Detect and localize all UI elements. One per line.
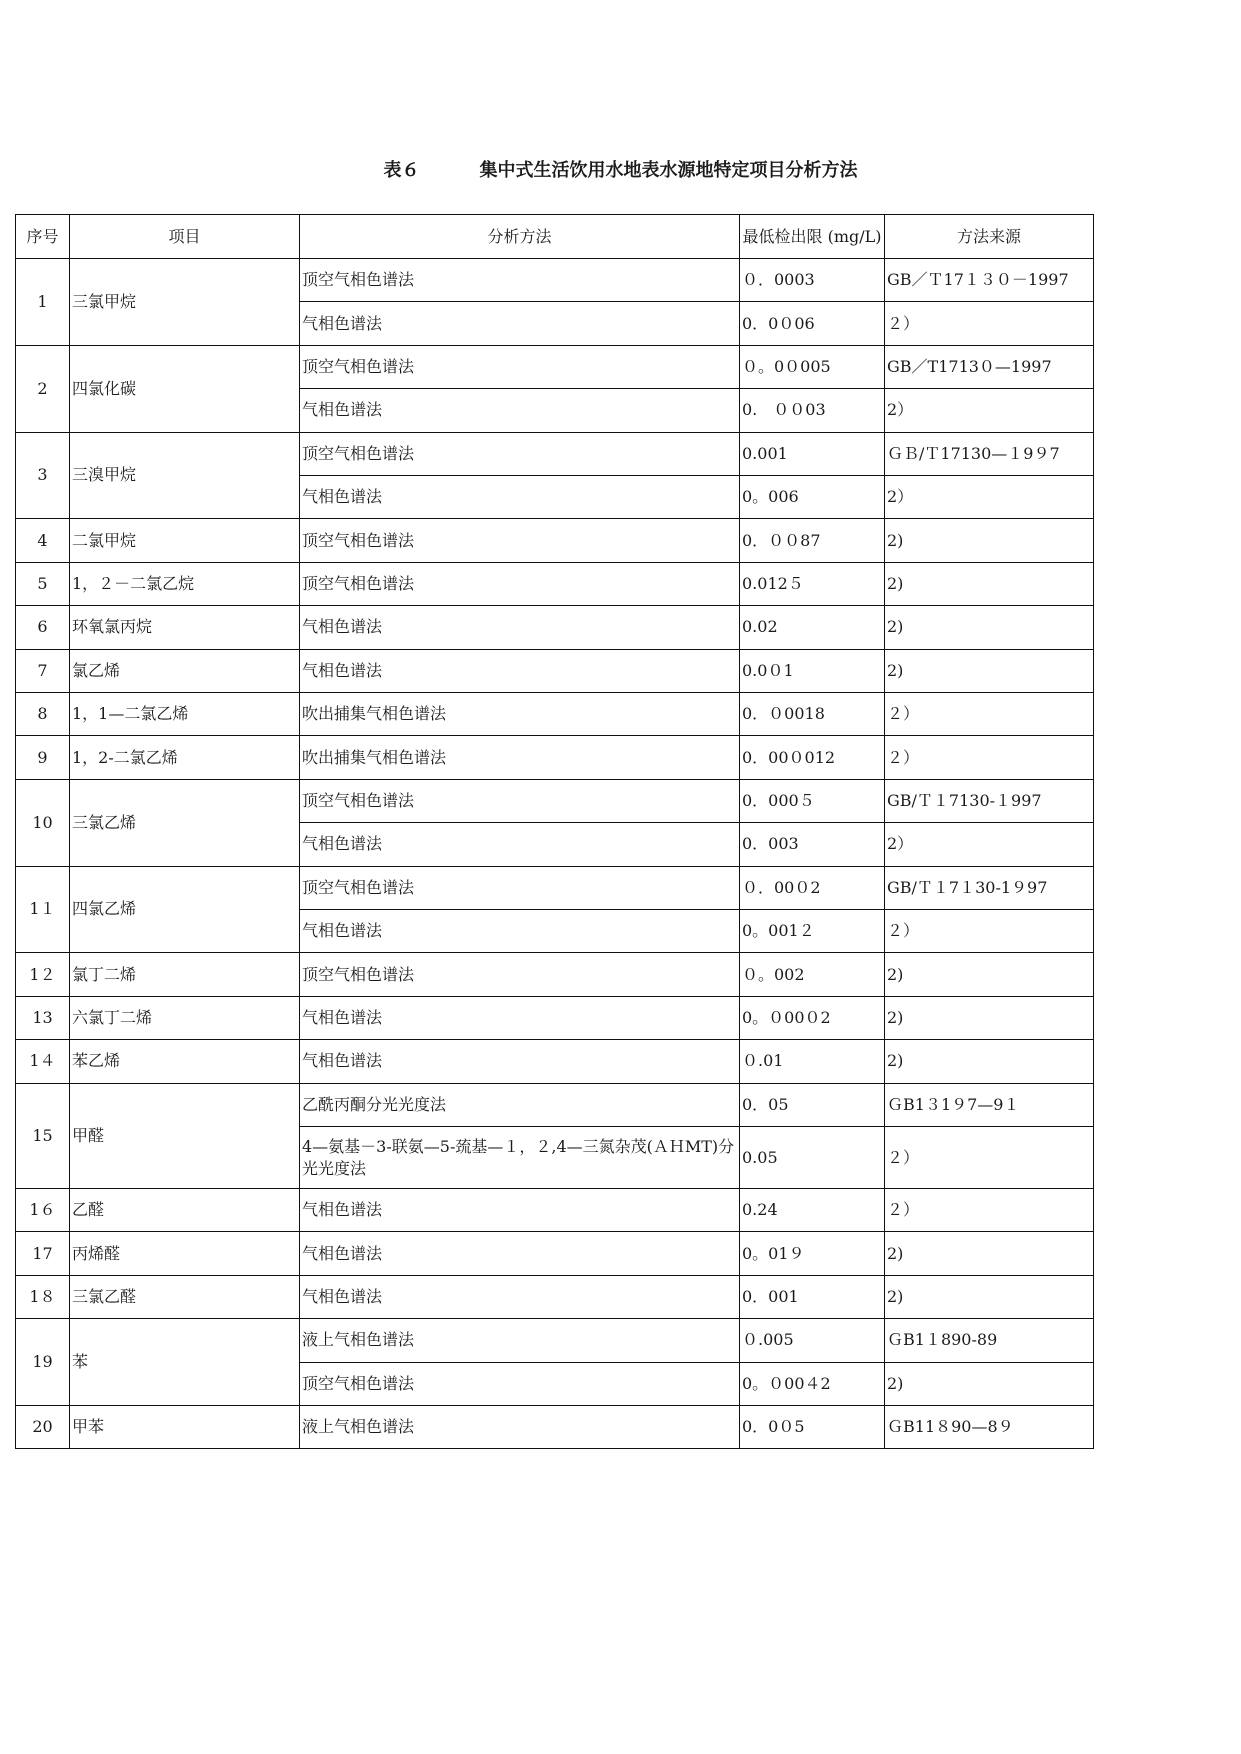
header-no [15,214,70,259]
item-name [69,1318,300,1406]
item-name [69,692,300,736]
row-number [15,605,70,649]
item-name [69,1083,300,1189]
item-name-text: 三氯甲烷 [72,291,137,311]
detection-limit-text: 0。006 [742,487,799,507]
header-no-text: 序号 [26,226,59,246]
method-source-text: 2） [887,400,914,420]
detection-limit-text: 0．001 [742,1286,799,1306]
detection-limit [739,1275,885,1319]
item-name-text: 氯乙烯 [72,660,121,680]
analysis-method [299,562,740,606]
row-number [15,996,70,1040]
analysis-method-text: 气相色谱法 [302,921,383,941]
detection-limit-text: 0。０00４2 [742,1373,831,1393]
item-name-text: 甲苯 [72,1417,105,1437]
analysis-method [299,1126,740,1189]
detection-limit [739,518,885,562]
row-number-text: 17 [32,1243,53,1263]
item-name-text: 二氯甲烷 [72,530,137,550]
detection-limit [739,1083,885,1127]
row-number-text: 2 [37,378,48,398]
detection-limit-text: 0.001 [742,443,788,463]
analysis-method-text: 液上气相色谱法 [302,1330,415,1350]
row-number [15,952,70,996]
method-source [884,822,1094,866]
row-number-text: 1４ [29,1051,56,1071]
method-source [884,475,1094,519]
analysis-method-text: 气相色谱法 [302,1007,383,1027]
method-source [884,562,1094,606]
item-name-text: 1，1—二氯乙烯 [72,704,189,724]
analysis-method-text: 气相色谱法 [302,313,383,333]
analysis-method [299,388,740,432]
method-source [884,996,1094,1040]
method-source [884,735,1094,779]
detection-limit [739,475,885,519]
analysis-method [299,1275,740,1319]
analysis-method [299,996,740,1040]
row-number [15,1231,70,1275]
item-name-text: 六氯丁二烯 [72,1007,153,1027]
item-name [69,518,300,562]
row-number-text: 19 [32,1352,53,1372]
detection-limit-text: 0.0０1 [742,660,794,680]
detection-limit [739,258,885,302]
row-number-text: 7 [37,660,48,680]
header-limit [739,214,885,259]
analysis-method [299,822,740,866]
detection-limit-text: 0．00０012 [742,747,836,767]
row-number-text: 1１ [29,899,56,919]
detection-limit-text: 0.05 [742,1147,778,1167]
analysis-method-text: 吹出捕集气相色谱法 [302,747,447,767]
analysis-method [299,952,740,996]
analysis-method-text: 顶空气相色谱法 [302,790,415,810]
analysis-method [299,735,740,779]
item-name-text: 乙醛 [72,1200,105,1220]
header-item [69,214,300,259]
analysis-method-text: 吹出捕集气相色谱法 [302,704,447,724]
row-number [15,258,70,346]
detection-limit [739,605,885,649]
row-number [15,562,70,606]
method-source [884,388,1094,432]
analysis-method [299,1039,740,1083]
detection-limit-text: 0. ００03 [742,400,826,420]
item-name [69,779,300,867]
item-name-text: 氯丁二烯 [72,964,137,984]
detection-limit [739,996,885,1040]
row-number [15,345,70,433]
analysis-method [299,1318,740,1362]
row-number-text: 1８ [29,1286,56,1306]
detection-limit-text: ０。0０005 [742,356,831,376]
analysis-method-text: 4—氨基－3-联氨—5-巯基—１，２,4—三氮杂茂(ＡＨMT)分光光度法 [302,1136,735,1178]
row-number-text: 20 [32,1417,53,1437]
detection-limit-text: 0．003 [742,834,799,854]
detection-limit [739,909,885,953]
analysis-method [299,1188,740,1232]
method-source-text: ２） [887,1147,920,1167]
method-source-text: GB／Ｔ17１３０－1997 [887,270,1069,290]
method-source-text: 2） [887,834,914,854]
item-name [69,1405,300,1449]
detection-limit-text: 0．００87 [742,530,821,550]
item-name [69,432,300,520]
method-source-text: 2） [887,487,914,507]
analysis-method [299,649,740,693]
method-source [884,909,1094,953]
analysis-method [299,475,740,519]
analysis-method [299,1362,740,1406]
item-name-text: 1，２－二氯乙烷 [72,573,195,593]
row-number-text: 10 [32,812,53,832]
method-source-text: 2) [887,1007,904,1027]
table-number: 表６ [383,160,420,181]
analysis-method-text: 顶空气相色谱法 [302,270,415,290]
analysis-method-text: 顶空气相色谱法 [302,1373,415,1393]
method-source [884,1362,1094,1406]
analysis-method-text: 顶空气相色谱法 [302,530,415,550]
method-source-text: 2) [887,617,904,637]
analysis-method-text: 气相色谱法 [302,617,383,637]
table-title [0,156,1241,182]
item-name [69,1188,300,1232]
detection-limit [739,649,885,693]
row-number [15,1405,70,1449]
row-number [15,518,70,562]
item-name [69,605,300,649]
detection-limit-text: ０。002 [742,964,805,984]
analysis-method [299,1231,740,1275]
method-source-text: ２） [887,1200,920,1220]
analysis-method-text: 气相色谱法 [302,1286,383,1306]
detection-limit-text: 0．000５ [742,790,815,810]
detection-limit [739,735,885,779]
method-source [884,432,1094,476]
method-source-text: 2) [887,1243,904,1263]
method-source [884,345,1094,389]
row-number [15,1083,70,1189]
detection-limit-text: 0．０0018 [742,704,825,724]
method-source-text: ２） [887,704,920,724]
method-source [884,866,1094,910]
method-source [884,1275,1094,1319]
method-source [884,692,1094,736]
analysis-method [299,909,740,953]
method-source [884,605,1094,649]
item-name-text: 苯 [72,1352,89,1372]
method-source-text: ＧB1３1９7—9１ [887,1094,1020,1114]
detection-limit-text: ０.005 [742,1330,794,1350]
analysis-method [299,692,740,736]
row-number-text: 1６ [29,1200,56,1220]
method-source [884,952,1094,996]
analysis-method [299,301,740,345]
item-name-text: 四氯乙烯 [72,899,137,919]
detection-limit [739,692,885,736]
analysis-method-text: 气相色谱法 [302,660,383,680]
method-source [884,301,1094,345]
method-source-text: GB/Ｔ１7130-１997 [887,790,1042,810]
detection-limit [739,1405,885,1449]
method-source-text: 2) [887,1051,904,1071]
detection-limit [739,345,885,389]
item-name-text: 1，2-二氯乙烯 [72,747,178,767]
method-source [884,1318,1094,1362]
item-name [69,345,300,433]
detection-limit [739,388,885,432]
header-method [299,214,740,259]
analysis-method-text: 顶空气相色谱法 [302,356,415,376]
method-source [884,649,1094,693]
item-name-text: 三氯乙烯 [72,812,137,832]
method-source [884,1126,1094,1189]
row-number [15,432,70,520]
method-source-text: 2) [887,660,904,680]
row-number-text: 13 [32,1007,53,1027]
detection-limit-text: 0。01９ [742,1243,805,1263]
detection-limit [739,1039,885,1083]
method-source [884,518,1094,562]
header-source [884,214,1094,259]
detection-limit-text: ０．0003 [742,270,815,290]
analysis-method-text: 气相色谱法 [302,1051,383,1071]
item-name [69,952,300,996]
analysis-method-text: 顶空气相色谱法 [302,443,415,463]
item-name-text: 三氯乙醛 [72,1286,137,1306]
method-source-text: 2) [887,964,904,984]
detection-limit [739,952,885,996]
item-name-text: 环氧氯丙烷 [72,617,153,637]
item-name [69,1039,300,1083]
analysis-method-text: 顶空气相色谱法 [302,877,415,897]
detection-limit-text: ０．00０2 [742,877,821,897]
item-name-text: 甲醛 [72,1125,105,1145]
item-name [69,649,300,693]
detection-limit [739,1318,885,1362]
detection-limit [739,1362,885,1406]
method-source [884,1039,1094,1083]
row-number [15,1275,70,1319]
analysis-method-text: 顶空气相色谱法 [302,964,415,984]
row-number-text: 6 [37,617,48,637]
row-number-text: 9 [37,747,48,767]
detection-limit [739,562,885,606]
detection-limit-text: 0.012５ [742,573,804,593]
header-limit-text: 最低检出限 (mg/L) [742,226,882,246]
item-name [69,258,300,346]
row-number [15,649,70,693]
item-name [69,562,300,606]
analysis-method-text: 液上气相色谱法 [302,1417,415,1437]
analysis-method [299,518,740,562]
method-source-text: 2) [887,573,904,593]
method-source [884,1231,1094,1275]
item-name-text: 丙烯醛 [72,1243,121,1263]
analysis-method-text: 气相色谱法 [302,1200,383,1220]
analysis-method [299,1083,740,1127]
method-source-text: ＧＢ/Ｔ17130—１9９7 [887,443,1060,463]
row-number-text: 8 [37,704,48,724]
item-name [69,996,300,1040]
header-method-text: 分析方法 [487,226,552,246]
method-source-text: GB／T1713０—1997 [887,356,1052,376]
analysis-method-text: 乙酰丙酮分光光度法 [302,1094,447,1114]
item-name-text: 苯乙烯 [72,1051,121,1071]
header-source-text: 方法来源 [956,226,1021,246]
method-source-text: ＧB1１890-89 [887,1330,998,1350]
analysis-method-text: 气相色谱法 [302,400,383,420]
analysis-method [299,605,740,649]
item-name-text: 三溴甲烷 [72,465,137,485]
analysis-method-text: 气相色谱法 [302,487,383,507]
method-source [884,1405,1094,1449]
row-number [15,692,70,736]
method-source-text: ＧB11８90—8９ [887,1417,1014,1437]
detection-limit [739,866,885,910]
method-source-text: ２） [887,313,920,333]
detection-limit-text: 0.24 [742,1200,778,1220]
detection-limit [739,779,885,823]
row-number-text: 5 [37,573,48,593]
detection-limit [739,822,885,866]
row-number [15,1318,70,1406]
method-source [884,1083,1094,1127]
analysis-method-text: 气相色谱法 [302,1243,383,1263]
analysis-method [299,779,740,823]
detection-limit [739,432,885,476]
item-name [69,866,300,954]
detection-limit-text: ０.01 [742,1051,784,1071]
row-number [15,1039,70,1083]
analysis-method-text: 顶空气相色谱法 [302,573,415,593]
detection-limit [739,1188,885,1232]
row-number-text: 15 [32,1125,53,1145]
item-name [69,735,300,779]
row-number [15,866,70,954]
row-number [15,1188,70,1232]
method-source-text: ２） [887,921,920,941]
item-name-text: 四氯化碳 [72,378,137,398]
detection-limit-text: 0。001２ [742,921,815,941]
analysis-method [299,432,740,476]
method-source [884,1188,1094,1232]
row-number-text: 1 [37,291,48,311]
detection-limit-text: 0．05 [742,1094,789,1114]
method-source [884,779,1094,823]
detection-limit [739,301,885,345]
analysis-method [299,1405,740,1449]
analysis-method [299,345,740,389]
method-source-text: 2) [887,530,904,550]
detection-limit-text: 0．0０06 [742,313,815,333]
detection-limit-text: 0．0０5 [742,1417,805,1437]
row-number [15,735,70,779]
method-source-text: 2) [887,1373,904,1393]
analysis-method-text: 气相色谱法 [302,834,383,854]
item-name [69,1275,300,1319]
method-source [884,258,1094,302]
row-number [15,779,70,867]
detection-limit [739,1126,885,1189]
method-source-text: ２） [887,747,920,767]
item-name [69,1231,300,1275]
header-item-text: 项目 [168,226,201,246]
row-number-text: 1２ [29,964,56,984]
method-source-text: 2) [887,1286,904,1306]
table-caption: 集中式生活饮用水地表水源地特定项目分析方法 [479,160,858,181]
method-source-text: GB/Ｔ１7１30-1９97 [887,877,1048,897]
analysis-method [299,866,740,910]
analysis-method [299,258,740,302]
detection-limit-text: 0。０00０2 [742,1007,831,1027]
row-number-text: 4 [37,530,48,550]
detection-limit [739,1231,885,1275]
detection-limit-text: 0.02 [742,617,778,637]
row-number-text: 3 [37,465,48,485]
